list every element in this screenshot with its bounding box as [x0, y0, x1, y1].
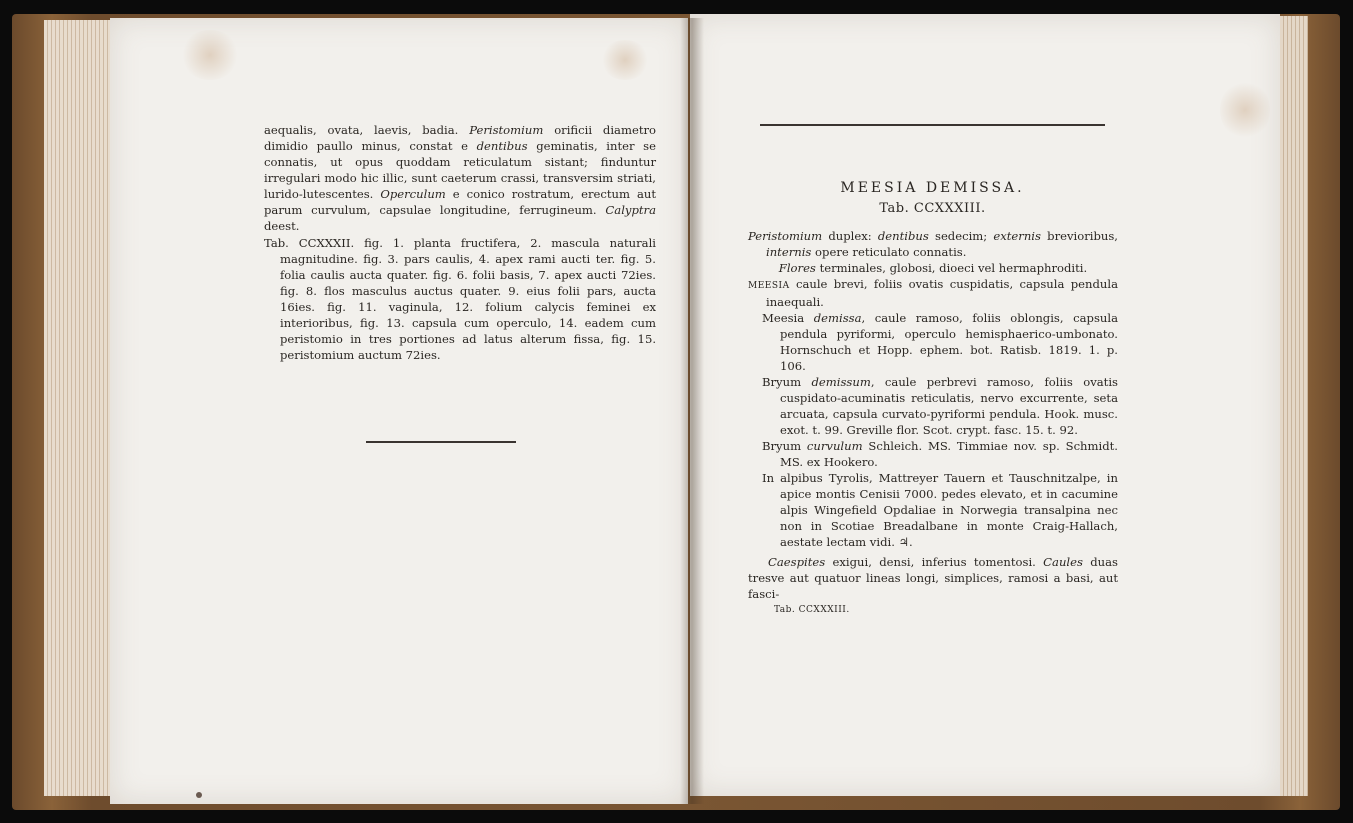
signature-mark: Tab. CCXXXIII.	[774, 605, 850, 615]
book-gutter	[680, 18, 704, 804]
edge-mark	[196, 792, 202, 798]
left-page-text	[264, 122, 656, 363]
habitat-paragraph: In alpibus Tyrolis, Mattreyer Tauern et Tauschnitzalpe, in apice montis Cenisii 7000. pedes elevato, et in cacumine alpis Wingefield Opdaliae in Norwegia transalpina nec non in Scotiae Breadalbane in monte Craig-Hallach, aestate lectam vidi. ♃.	[762, 471, 1118, 549]
section-rule	[366, 441, 516, 443]
synonym-meesia: Meesia demissa, caule ramoso, foliis oblongis, capsula pendula pyriformi, operculo hemisphaerico-umbonato. Hornschuch et Hopp. ephem. bot. Ratisb. 1819. 1. p. 106.	[762, 311, 1118, 373]
paper-stain	[600, 40, 650, 80]
right-page-text	[748, 228, 1118, 618]
header-rule	[760, 124, 1105, 126]
synonym-bryum-curvulum: Bryum curvulum Schleich. MS. Timmiae nov. sp. Schmidt. MS. ex Hookero.	[762, 439, 1118, 469]
left-paragraph-1: aequalis, ovata, laevis, badia. Peristomium orificii diametro dimidio paullo minus, constat e dentibus geminatis, inter se connatis, ut opus quoddam reticulatum sistant; finduntur irregulari modo hic illic, sunt caeterum crassi, transversim striati, lurido-lutescentes. Operculum e conico rostratum, erectum aut parum curvulum, capsulae longitudine, ferrugineum. Calyptra deest.	[264, 123, 657, 233]
paper-stain	[180, 30, 240, 80]
plate-number: Tab. CCXXXIII.	[879, 201, 986, 216]
description-paragraph: Caespites exigui, densi, inferius tomentosi. Caules duas tresve aut quatuor lineas longi, simplices, ramosi a basi, aut fasci-	[748, 555, 1118, 601]
page-edges-left	[44, 20, 116, 796]
synonym-bryum-demissum: Bryum demissum, caule perbrevi ramoso, foliis ovatis cuspidato-acuminatis reticulatis, nervo excurrente, seta arcuata, capsula curvato-pyriformi pendula. Hook. musc. exot. t. 99. Greville flor. Scot. crypt. fasc. 15. t. 92.	[762, 375, 1118, 437]
flores-paragraph: Flores terminales, globosi, dioeci vel hermaphroditi.	[778, 261, 1088, 275]
diagnosis-paragraph: MEESIA caule brevi, foliis ovatis cuspidatis, capsula pendula inaequali.	[748, 277, 1118, 309]
page-title: MEESIA DEMISSA.	[840, 180, 1025, 196]
paper-stain	[1220, 80, 1270, 140]
peristomium-paragraph: Peristomium duplex: dentibus sedecim; externis brevioribus, internis opere reticulato connatis.	[748, 229, 1118, 259]
left-paragraph-figures: Tab. CCXXXII. fig. 1. planta fructifera, 2. mascula naturali magnitudine. fig. 3. pars caulis, 4. apex rami aucti ter. fig. 5. folia caulis aucta quater. fig. 6. folii basis, 7. apex aucti 72ies. fig. 8. flos masculus auctus quater. 9. eius folii pars, aucta 16ies. fig. 11. vaginula, 12. folium calycis feminei ex interioribus, fig. 13. capsula cum operculo, 14. eadem cum peristomio in tres portiones ad latus alterum fissa, fig. 15. peristomium auctum 72ies.	[264, 236, 656, 362]
